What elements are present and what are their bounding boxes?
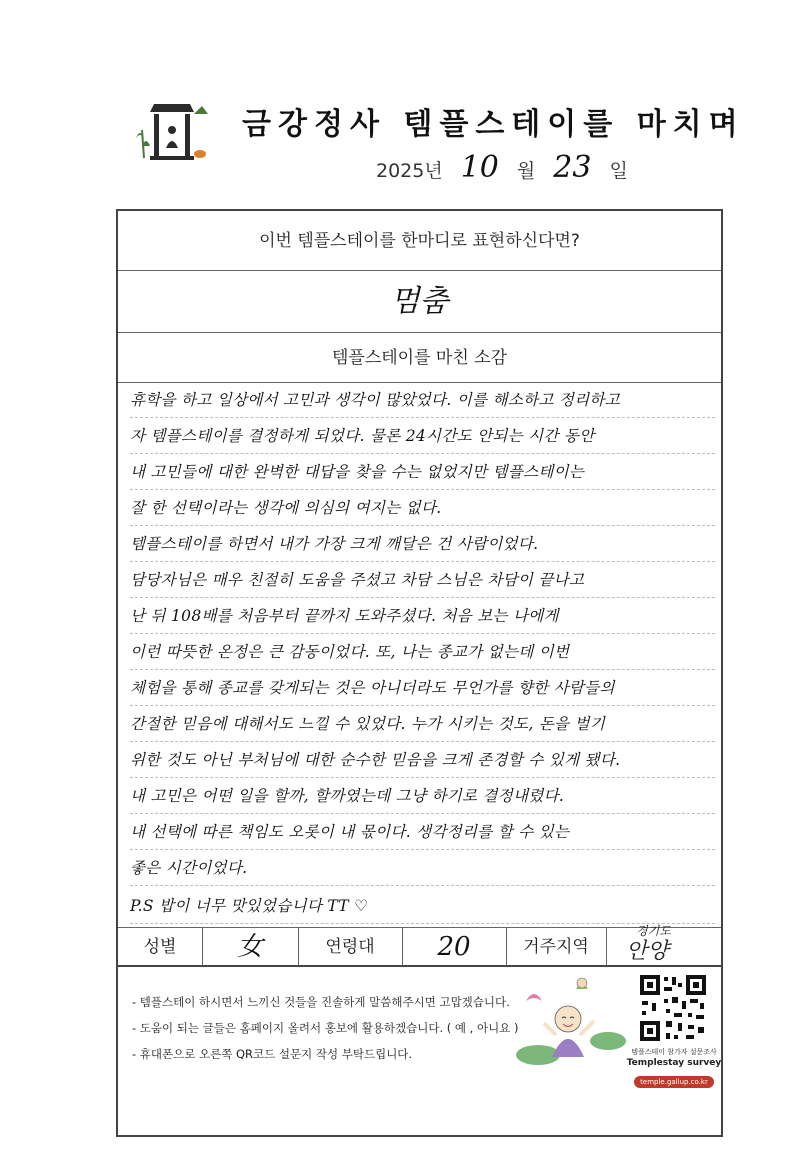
- impression-line: 담당자님은 매우 친절히 도움을 주셨고 차담 스님은 차담이 끝나고: [130, 563, 715, 598]
- gender-value: 女: [236, 932, 263, 962]
- impression-text: [118, 383, 721, 927]
- survey-title-kr: 템플스테이 참가자 설문조사: [631, 1048, 717, 1056]
- impression-line: 휴학을 하고 일상에서 고민과 생각이 많았었다. 이를 해소하고 정리하고: [130, 383, 715, 418]
- note-item: - 휴대폰으로 오른쪽 QR코드 설문지 작성 부탁드립니다.: [132, 1047, 413, 1061]
- date-line: [376, 150, 628, 185]
- impression-line: 위한 것도 아닌 부처님에 대한 순수한 믿음을 크게 존경할 수 있게 됐다.: [130, 743, 715, 778]
- temple-logo-icon: [128, 98, 214, 168]
- date-day: 23: [553, 150, 592, 185]
- impression-line: 내 선택에 따른 책임도 오롯이 내 몫이다. 생각정리를 할 수 있는: [130, 815, 715, 850]
- question-one-label: 이번 템플스테이를 한마디로 표현하신다면?: [118, 211, 721, 271]
- impression-line: 체험을 통해 종교를 갖게되는 것은 아니더라도 무언가를 향한 사람들의: [130, 671, 715, 706]
- monk-lotus-illustration: [516, 971, 626, 1073]
- note-item: - 템플스테이 하시면서 느끼신 것들을 진솔하게 말씀해주시면 고맙겠습니다.: [132, 995, 510, 1009]
- impression-line: 템플스테이를 하면서 내가 가장 크게 깨달은 건 사람이었다.: [130, 527, 715, 562]
- qr-code-icon: [638, 973, 708, 1043]
- impression-line: 이런 따뜻한 온정은 큰 감동이었다. 또, 나는 종교가 없는데 이번: [130, 635, 715, 670]
- region-city: 안양: [626, 939, 669, 964]
- gender-label: 성별: [143, 937, 177, 957]
- impression-line: 자 템플스테이를 결정하게 되었다. 물론 24시간도 안되는 시간 동안: [130, 419, 715, 454]
- respondent-info-row: [118, 924, 721, 967]
- page-title: 금강정사 템플스테이를 마치며: [242, 107, 745, 142]
- question-two-label: 템플스테이를 마친 소감: [118, 333, 721, 383]
- impression-line: 간절한 믿음에 대해서도 느낄 수 있었다. 누가 시키는 것도, 돈을 벌기: [130, 707, 715, 742]
- date-day-label: 일: [609, 160, 628, 182]
- impression-line: 내 고민들에 대한 완벽한 대답을 찾을 수는 없었지만 템플스테이는: [130, 455, 715, 490]
- note-item: - 도움이 되는 글들은 홈페이지 올려서 홍보에 활용하겠습니다. ( 예 , 아니요 ): [132, 1021, 519, 1035]
- impression-line: 내 고민은 어떤 일을 할까, 할까였는데 그냥 하기로 결정내렸다.: [130, 779, 715, 814]
- impression-line: 잘 한 선택이라는 생각에 의심의 여지는 없다.: [130, 491, 715, 526]
- region-label: 거주지역: [523, 937, 589, 957]
- instruction-notes: [132, 991, 519, 1069]
- impression-line: 난 뒤 108배를 처음부터 끝까지 도와주셨다. 처음 보는 나에게: [130, 599, 715, 634]
- age-label: 연령대: [325, 937, 375, 957]
- date-month-label: 월: [516, 160, 536, 182]
- date-month: 10: [460, 150, 499, 185]
- postscript-line: P.S 밥이 너무 맛있었습니다 TT ♡: [130, 889, 715, 924]
- feedback-form: [116, 209, 723, 1137]
- survey-title-en: Templestay survey: [626, 1058, 722, 1068]
- survey-info: [620, 1047, 728, 1088]
- age-value: 20: [437, 932, 471, 962]
- region-province: 경기도: [636, 924, 671, 938]
- impression-line: 좋은 시간이었다.: [130, 851, 715, 886]
- question-one-answer: 멈춤: [118, 271, 721, 333]
- region-value-cell: [606, 924, 721, 966]
- survey-url-badge: temple.gallup.co.kr: [634, 1076, 714, 1088]
- date-year: 2025년: [376, 160, 443, 182]
